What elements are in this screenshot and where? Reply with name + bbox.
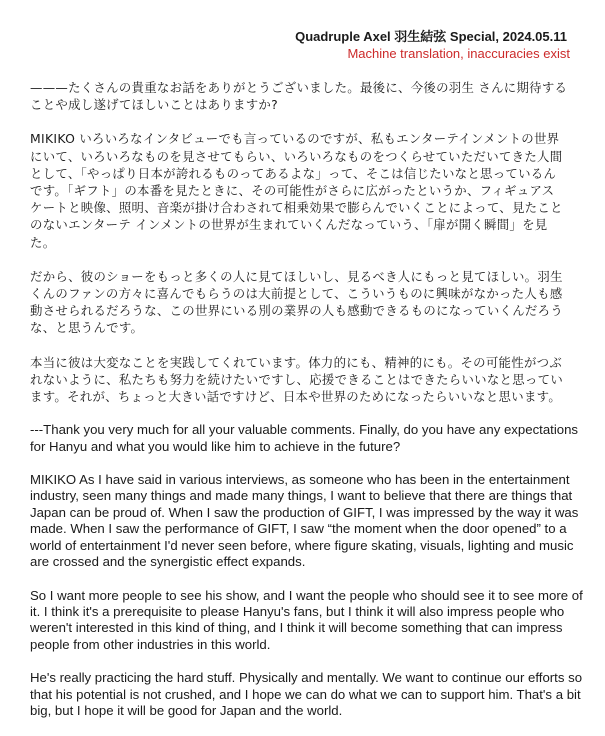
- text-line: れないように、私たちも努力を続けたいですし、応援できることはできたらいいなと思ってい: [30, 371, 564, 387]
- text-line: MIKIKO As I have said in various interviews, as someone who has been in the entertainment: [30, 472, 570, 488]
- japanese-paragraph: [30, 354, 590, 406]
- text-line: 本当に彼は大変なことを実践してくれています。体力的にも、精神的にも。その可能性がつぶ: [30, 354, 563, 370]
- text-line: た。: [30, 234, 56, 250]
- header-title: Quadruple Axel 羽生結弦 Special, 2024.05.11: [295, 29, 567, 44]
- text-line: MIKIKO いろいろなインタビューでも言っているのですが、私もエンターテインメントの世界: [30, 131, 560, 147]
- text-line: it. I think it's a prerequisite to please Hanyu's fans, but I think it will also impress people who: [30, 603, 565, 619]
- english-paragraph: [30, 588, 590, 654]
- english-section: [30, 422, 590, 719]
- text-line: ことや成し遂げてほしいことはありますか?: [30, 97, 278, 113]
- japanese-section: [30, 79, 590, 405]
- text-line: He's really practicing the hard stuff. Physically and mentally. We want to continue our efforts so: [30, 670, 583, 686]
- text-line: ケートと映像、照明、音楽が掛け合わされて相乗効果で膨らんでいくことによって、見たこと: [30, 200, 563, 216]
- text-line: ---Thank you very much for all your valuable comments. Finally, do you have any expectations: [30, 422, 579, 438]
- text-line: that his potential is not crushed, and I hope we can do what we can to support him. That's a bit: [30, 686, 581, 702]
- text-line: のないエンターテ インメントの世界が生まれていくんだなっていう、「扉が開く瞬間」を見: [30, 217, 548, 233]
- english-paragraph: [30, 472, 590, 570]
- english-paragraph: [30, 422, 590, 455]
- text-line: are crossed and the synergistic effect expands.: [30, 554, 306, 570]
- text-line: です。「ギフト」の本番を見たときに、その可能性がさらに広がったというか、フィギュアス: [30, 183, 555, 199]
- document-header: [295, 28, 570, 62]
- japanese-paragraph: [30, 130, 590, 250]
- text-line: ———たくさんの貴重なお話をありがとうございました。最後に、今後の羽生 さんに期待する: [30, 80, 568, 95]
- text-line: for Hanyu and what you would like him to achieve in the future?: [30, 438, 401, 454]
- text-line: industry, seen many things and made many things, I want to believe that there are things that: [30, 488, 573, 504]
- text-line: くんのファンの方々に喜んでもらうのは大前提として、こういうものに興味がなかった人も感: [30, 286, 563, 302]
- text-line: だから、彼のショーをもっと多くの人に見てほしいし、見るべき人にもっと見てほしい。羽生: [30, 268, 563, 284]
- text-line: として、「やっぱり日本が誇れるものってあるよな」って、そこは信じたいなと思っているん: [30, 165, 557, 181]
- japanese-paragraph: [30, 79, 590, 113]
- text-line: Japan can be proud of. When I saw the production of GIFT, I was impressed by the way it was: [30, 504, 579, 520]
- text-line: weren't interested in this kind of thing, and I think it will become something that can impress: [30, 620, 563, 636]
- translation-disclaimer: Machine translation, inaccuracies exist: [347, 46, 570, 61]
- text-line: world of entertainment I'd never seen before, where figure skating, visuals, lighting and music: [30, 537, 574, 553]
- english-paragraph: [30, 670, 590, 719]
- document-body: [30, 79, 590, 736]
- japanese-paragraph: [30, 268, 590, 337]
- text-line: 動させられるだろうな、この世界にいる別の業界の人も感動できるものになっていくんだろう: [30, 303, 564, 319]
- text-line: made. When I saw the performance of GIFT, I saw “the moment when the door opened” to a: [30, 521, 567, 537]
- text-line: な、と思うんです。: [30, 320, 144, 336]
- text-line: にいて、いろいろなものを見させてもらい、いろいろなものをつくらせていただいてきた人間: [30, 148, 563, 164]
- text-line: ます。それが、ちょっと大きい話ですけど、日本や世界のためになったらいいなと思います。: [30, 389, 562, 405]
- text-line: So I want more people to see his show, and I want the people who should see it to see more of: [30, 587, 583, 603]
- text-line: big, but I hope it will be good for Japan and the world.: [30, 702, 343, 718]
- text-line: people from other industries in this world.: [30, 636, 271, 652]
